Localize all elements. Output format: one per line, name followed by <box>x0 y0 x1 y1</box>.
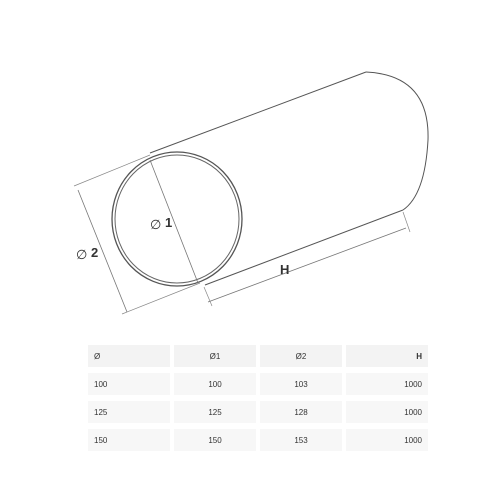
dimensions-table <box>88 345 428 451</box>
inner-diameter-symbol: ∅ <box>150 217 162 232</box>
outer-diameter-number: 2 <box>91 245 99 260</box>
inner-diameter-number: 1 <box>165 215 173 230</box>
table-header: H <box>346 345 428 367</box>
table-cell: 100 <box>88 373 170 395</box>
table-header: Ø1 <box>174 345 256 367</box>
pipe-inner-circle <box>115 155 239 283</box>
length-label: H <box>280 262 290 277</box>
table-header: Ø2 <box>260 345 342 367</box>
table-cell: 103 <box>260 373 342 395</box>
outer-diameter-ext-top <box>74 155 150 186</box>
outer-diameter-symbol: ∅ <box>76 247 88 262</box>
table-cell: 153 <box>260 429 342 451</box>
table-cell: 1000 <box>346 429 428 451</box>
table-cell: 1000 <box>346 401 428 423</box>
pipe-bottom-edge <box>205 210 403 285</box>
length-ext-start <box>204 287 212 306</box>
table-header: Ø <box>88 345 170 367</box>
length-line <box>208 228 406 302</box>
table-cell: 125 <box>174 401 256 423</box>
pipe-outer-circle <box>112 152 242 286</box>
pipe-top-edge <box>150 72 366 153</box>
pipe-far-end-arc <box>366 72 428 210</box>
outer-diameter-ext-bottom <box>122 283 200 314</box>
table-cell: 100 <box>174 373 256 395</box>
table-cell: 128 <box>260 401 342 423</box>
table-cell: 150 <box>174 429 256 451</box>
table-cell: 1000 <box>346 373 428 395</box>
table-cell: 125 <box>88 401 170 423</box>
table-cell: 150 <box>88 429 170 451</box>
